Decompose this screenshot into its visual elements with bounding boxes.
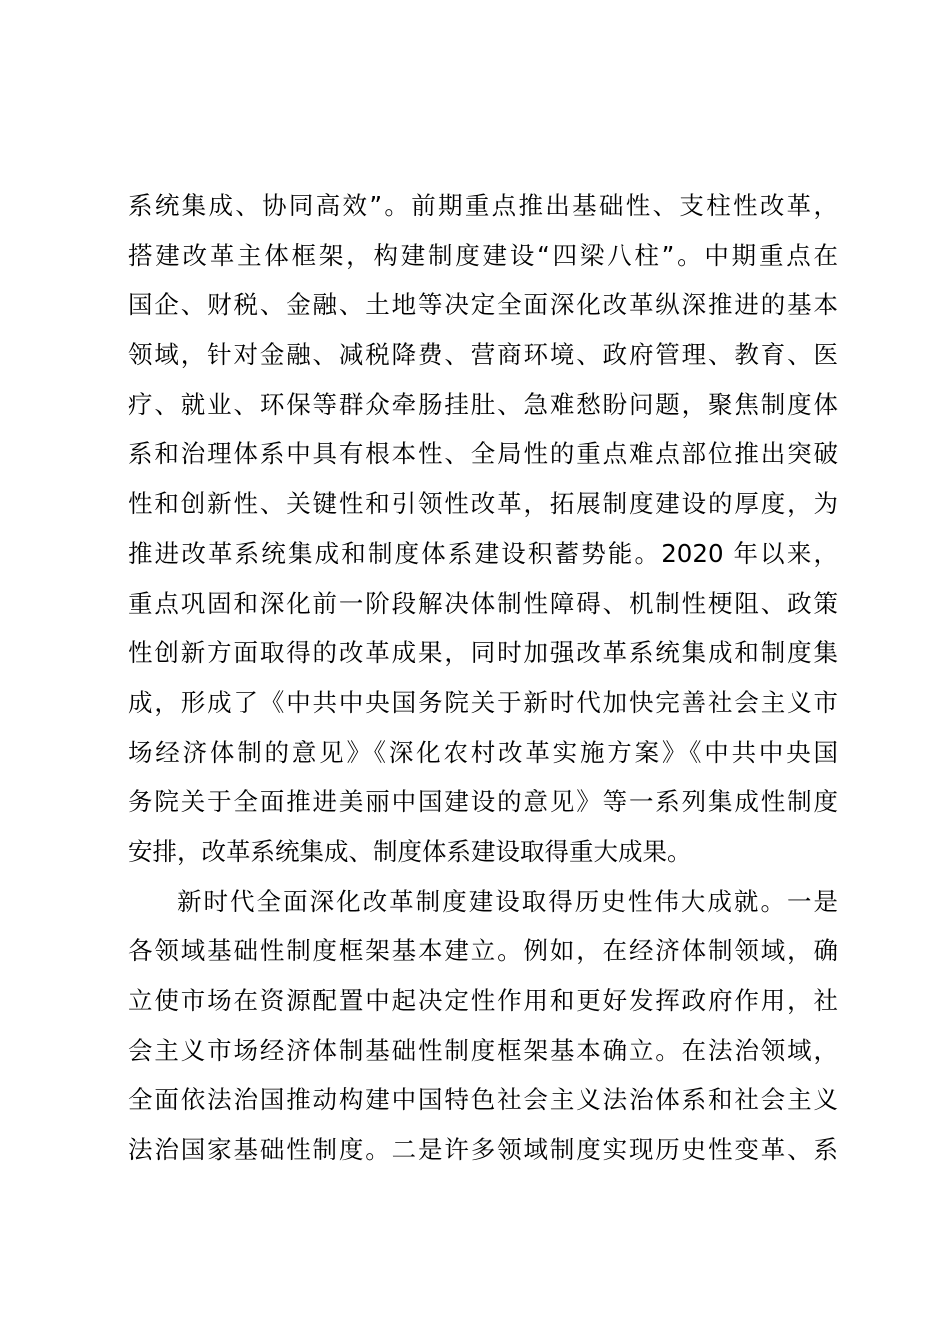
- text-line: 会主义市场经济体制基础性制度框架基本确立。在法治领域，: [128, 1035, 838, 1065]
- body-text: [128, 181, 838, 1175]
- paragraph-end-line: 安排，改革系统集成、制度体系建设取得重大成果。: [128, 836, 692, 866]
- text-line: 性和创新性、关键性和引领性改革，拓展制度建设的厚度，为: [128, 489, 838, 519]
- text-line: 场经济体制的意见》《深化农村改革实施方案》《中共中央国: [128, 737, 838, 767]
- text-line: 法治国家基础性制度。二是许多领域制度实现历史性变革、系: [128, 1135, 838, 1165]
- text-line: 系统集成、协同高效”。前期重点推出基础性、支柱性改革，: [128, 191, 838, 220]
- text-line: 务院关于全面推进美丽中国建设的意见》等一系列集成性制度: [128, 787, 838, 817]
- text-line: 搭建改革主体框架，构建制度建设“四梁八柱”。中期重点在: [128, 240, 838, 270]
- text-line: 推进改革系统集成和制度体系建设积蓄势能。2020 年以来，: [128, 538, 838, 568]
- text-line: 国企、财税、金融、土地等决定全面深化改革纵深推进的基本: [128, 290, 838, 320]
- text-line: 全面依法治国推动构建中国特色社会主义法治体系和社会主义: [128, 1085, 838, 1115]
- text-line: 立使市场在资源配置中起决定性作用和更好发挥政府作用，社: [128, 986, 838, 1015]
- text-line: 性创新方面取得的改革成果，同时加强改革系统集成和制度集: [128, 638, 838, 668]
- text-line: 系和治理体系中具有根本性、全局性的重点难点部位推出突破: [128, 439, 838, 469]
- text-line: 重点巩固和深化前一阶段解决体制性障碍、机制性梗阻、政策: [128, 588, 838, 618]
- text-line: 疗、就业、环保等群众牵肠挂肚、急难愁盼问题，聚焦制度体: [128, 389, 838, 419]
- text-line: 领域，针对金融、减税降费、营商环境、政府管理、教育、医: [128, 340, 838, 370]
- paragraph-start-line: 新时代全面深化改革制度建设取得历史性伟大成就。一是: [177, 886, 838, 916]
- text-line: 成，形成了《中共中央国务院关于新时代加快完善社会主义市: [128, 687, 838, 717]
- text-line: 各领域基础性制度框架基本建立。例如，在经济体制领域，确: [128, 936, 838, 966]
